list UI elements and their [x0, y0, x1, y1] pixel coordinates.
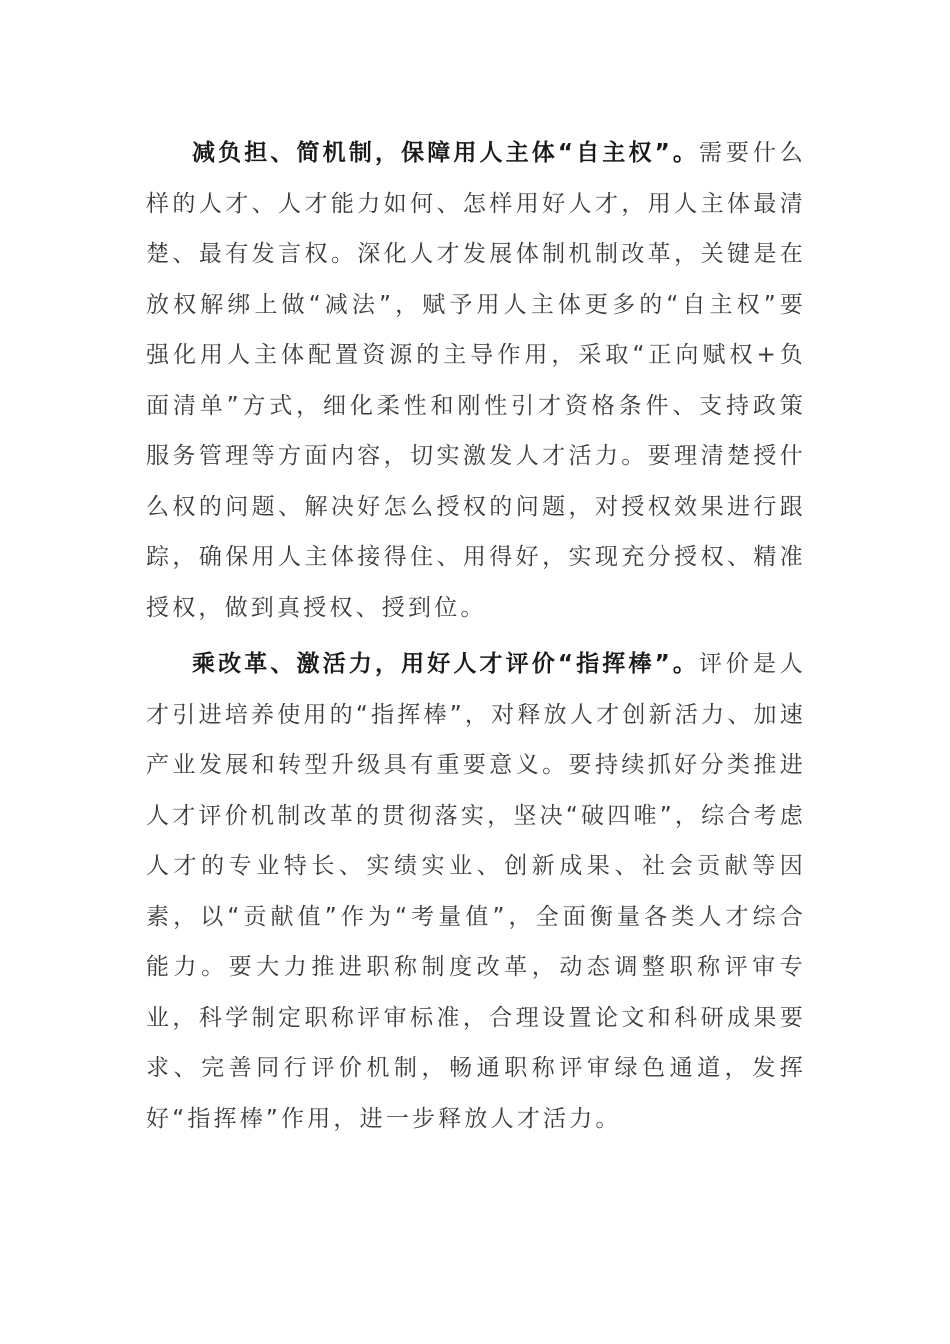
paragraph-body-text: 需要什么样的人才、人才能力如何、怎样用好人才，用人主体最清楚、最有发言权。深化人才发展体制机制改革，关键是在放权解绑上做“减法”，赋予用人主体更多的“自主权”要强化用人主体配置资源的主导作用，采取“正向赋权+负面清单”方式，细化柔性和刚性引才资格条件、支持政策服务管理等方面内容，切实激发人才活力。要理清楚授什么权的问题、解决好怎么授权的问题，对授权效果进行跟踪，确保用人主体接得住、用得好，实现充分授权、精准授权，做到真授权、授到位。 — [146, 140, 806, 621]
document-body — [146, 128, 806, 1150]
paragraph-evaluation — [146, 639, 806, 1144]
paragraph-autonomy — [146, 128, 806, 633]
paragraph-lead-heading: 减负担、简机制，保障用人主体“自主权”。 — [192, 140, 699, 166]
paragraph-lead-heading: 乘改革、激活力，用好人才评价“指挥棒”。 — [192, 651, 699, 677]
paragraph-body-text: 评价是人才引进培养使用的“指挥棒”，对释放人才创新活力、加速产业发展和转型升级具有重要意义。要持续抓好分类推进人才评价机制改革的贯彻落实，坚决“破四唯”，综合考虑人才的专业特长、实绩实业、创新成果、社会贡献等因素，以“贡献值”作为“考量值”，全面衡量各类人才综合能力。要大力推进职称制度改革，动态调整职称评审专业，科学制定职称评审标准，合理设置论文和科研成果要求、完善同行评价机制，畅通职称评审绿色通道，发挥好“指挥棒”作用，进一步释放人才活力。 — [146, 651, 806, 1132]
